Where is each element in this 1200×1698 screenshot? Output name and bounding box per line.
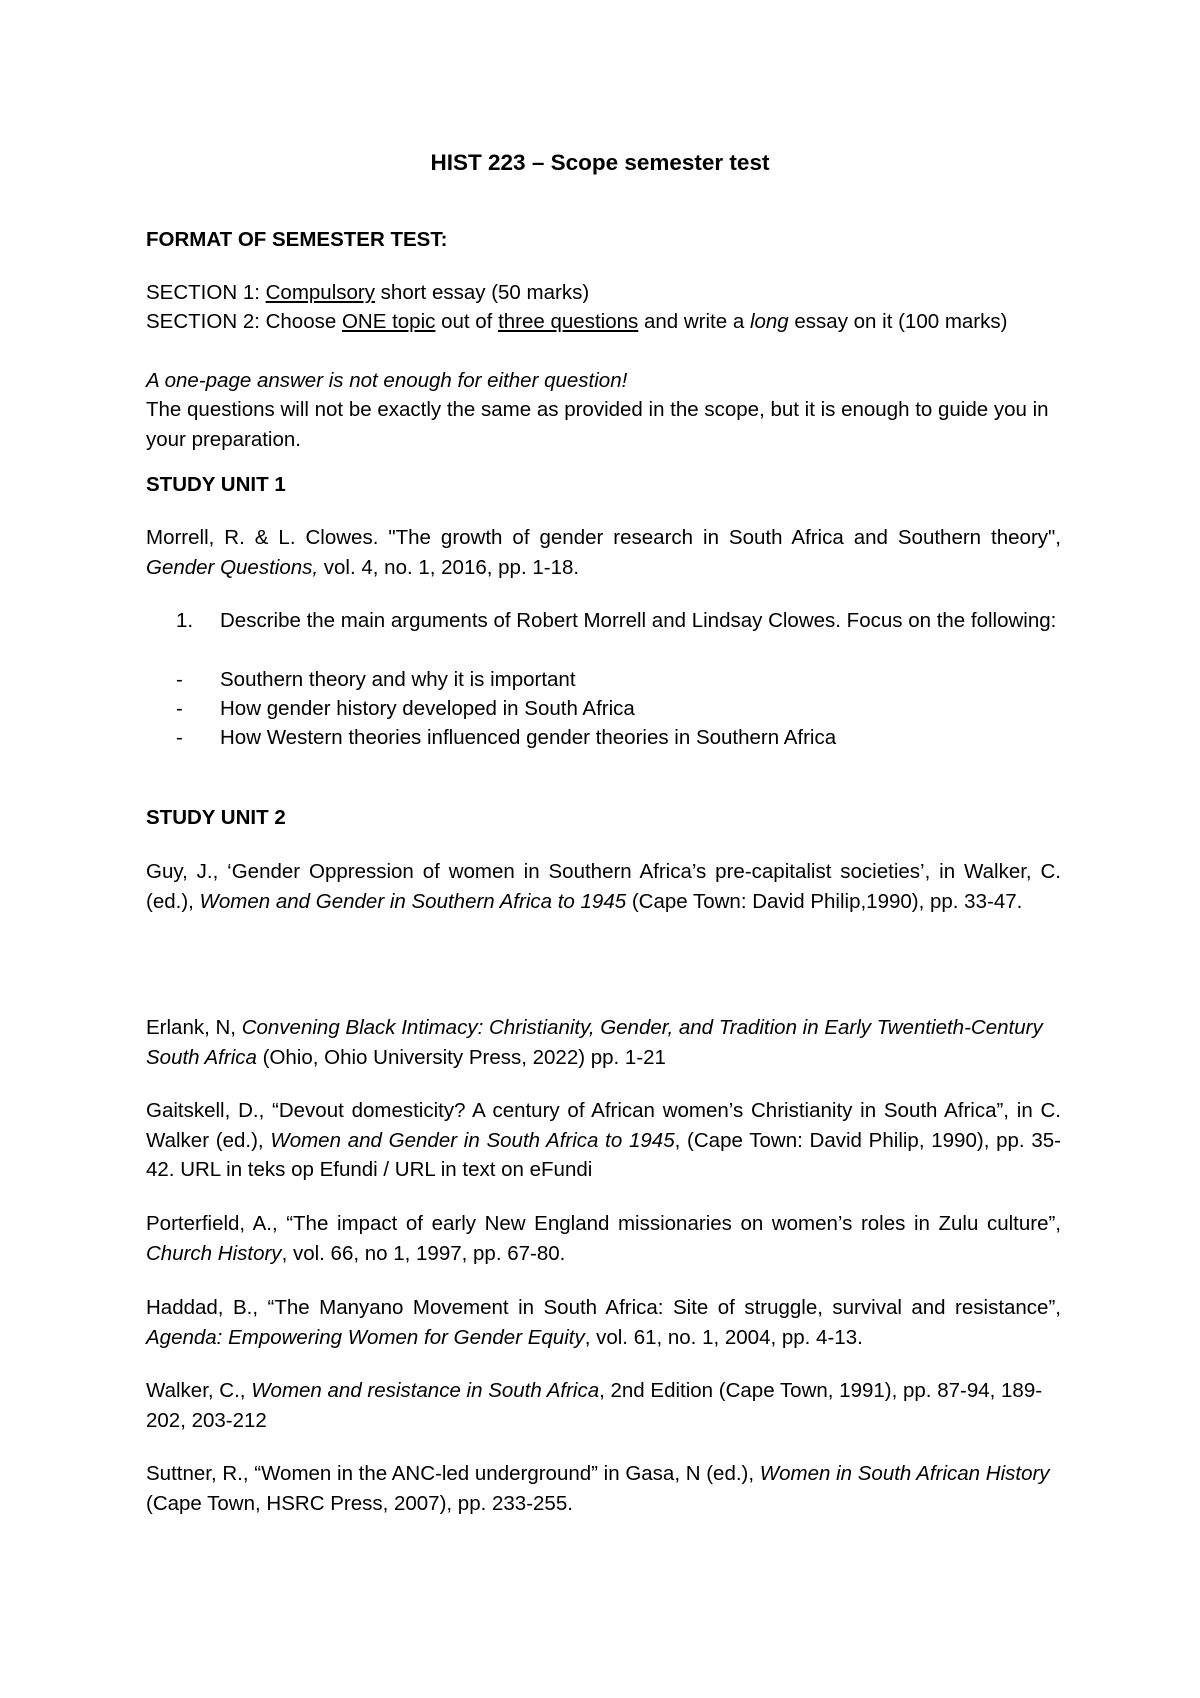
bullet-dash: - xyxy=(176,668,183,691)
question-number: 1. xyxy=(176,609,194,632)
study-unit-2-heading: STUDY UNIT 2 xyxy=(146,806,286,829)
reference-haddad xyxy=(146,1293,1061,1352)
ref-italic: Women and Gender in Southern Africa to 1945 xyxy=(199,889,627,913)
warning-text xyxy=(146,366,1061,396)
question-1 xyxy=(146,606,1061,636)
list-item xyxy=(146,665,1061,695)
ref-text: Gaitskell, D., “Devout domesticity? A century of African women’s Christianity in South Africa”, in C. Walker (ed.), xyxy=(146,1099,1061,1152)
ref-tail: (Cape Town: David Philip,1990), pp. 33-47. xyxy=(626,889,1023,913)
section-2-part-4: essay on it (100 marks) xyxy=(788,310,1008,333)
list-item-text: How gender history developed in South Africa xyxy=(220,697,635,720)
section-1-underlined: Compulsory xyxy=(265,281,375,304)
list-item-text: How Western theories influenced gender theories in Southern Africa xyxy=(220,726,837,749)
ref-tail: , 2nd Edition (Cape Town, 1991), pp. 87-94, 189-202, 203-212 xyxy=(146,1379,1043,1432)
section-1-prefix: SECTION 1: xyxy=(146,281,266,304)
unit-1-ref-italic: Gender Questions, xyxy=(146,555,319,579)
ref-tail: (Cape Town, HSRC Press, 2007), pp. 233-255. xyxy=(146,1491,573,1515)
list-item xyxy=(146,723,1061,753)
ref-tail: , vol. 66, no 1, 1997, pp. 67-80. xyxy=(281,1241,566,1265)
section-2-part-2: out of xyxy=(435,310,499,333)
question-text: Describe the main arguments of Robert Morrell and Lindsay Clowes. Focus on the following: xyxy=(220,609,1057,632)
section-2-part-1: SECTION 2: Choose xyxy=(146,310,342,333)
section-1-line xyxy=(146,278,1061,308)
section-2-italic: long xyxy=(749,310,789,333)
ref-italic: Women in South African History xyxy=(759,1462,1050,1485)
ref-italic: Women and resistance in South Africa xyxy=(251,1379,600,1402)
format-heading: FORMAT OF SEMESTER TEST: xyxy=(146,228,448,251)
section-2-underlined-2: three questions xyxy=(498,310,639,333)
page-title: HIST 223 – Scope semester test xyxy=(430,150,770,175)
ref-italic: Women and Gender in South Africa to 1945 xyxy=(270,1128,675,1152)
ref-italic: Agenda: Empowering Women for Gender Equity xyxy=(146,1325,585,1349)
unit-1-reference xyxy=(146,523,1061,582)
bullet-dash: - xyxy=(176,726,183,749)
reference-porterfield xyxy=(146,1209,1061,1268)
ref-text: Haddad, B., “The Manyano Movement in South Africa: Site of struggle, survival and resistance”, xyxy=(146,1296,1061,1319)
ref-italic: Convening Black Intimacy: Christianity, Gender, and Tradition in Early Twentieth-Century South Africa xyxy=(146,1016,1043,1069)
section-1-rest: short essay (50 marks) xyxy=(374,281,590,304)
reference-guy xyxy=(146,857,1061,916)
reference-erlank xyxy=(146,1013,1061,1072)
bullet-dash: - xyxy=(176,697,183,720)
ref-tail: (Ohio, Ohio University Press, 2022) pp. 1-21 xyxy=(256,1045,666,1069)
section-2-part-3: and write a xyxy=(638,310,750,333)
ref-text: Suttner, R., “Women in the ANC-led underground” in Gasa, N (ed.), xyxy=(146,1462,760,1485)
unit-1-ref-text: Morrell, R. & L. Clowes. "The growth of gender research in South Africa and Southern theory", xyxy=(146,526,1061,549)
ref-text: Walker, C., xyxy=(146,1379,252,1402)
study-unit-1-heading: STUDY UNIT 1 xyxy=(146,473,286,496)
ref-italic: Church History xyxy=(146,1241,282,1265)
ref-text: Porterfield, A., “The impact of early New England missionaries on women’s roles in Zulu culture”, xyxy=(146,1212,1061,1235)
reference-gaitskell xyxy=(146,1096,1061,1185)
reference-walker xyxy=(146,1376,1061,1435)
unit-1-ref-tail: vol. 4, no. 1, 2016, pp. 1-18. xyxy=(318,555,580,579)
list-item-text: Southern theory and why it is important xyxy=(220,668,576,691)
section-2-line xyxy=(146,307,1061,337)
reference-suttner xyxy=(146,1459,1061,1518)
section-2-underlined-1: ONE topic xyxy=(341,310,436,333)
ref-tail: , (Cape Town: David Philip, 1990), pp. 35-42. URL in teks op Efundi / URL in text on eFundi xyxy=(146,1128,1061,1181)
warning-italic: A one-page answer is not enough for either question! xyxy=(146,369,628,392)
ref-tail: , vol. 61, no. 1, 2004, pp. 4-13. xyxy=(584,1325,863,1349)
list-item xyxy=(146,694,1061,724)
ref-text: Erlank, N, xyxy=(146,1016,242,1039)
note-text: The questions will not be exactly the same as provided in the scope, but it is enough to guide you in your preparation. xyxy=(146,398,1049,451)
ref-text: Guy, J., ‘Gender Oppression of women in Southern Africa’s pre-capitalist societies’, in Walker, C. (ed.), xyxy=(146,860,1061,913)
